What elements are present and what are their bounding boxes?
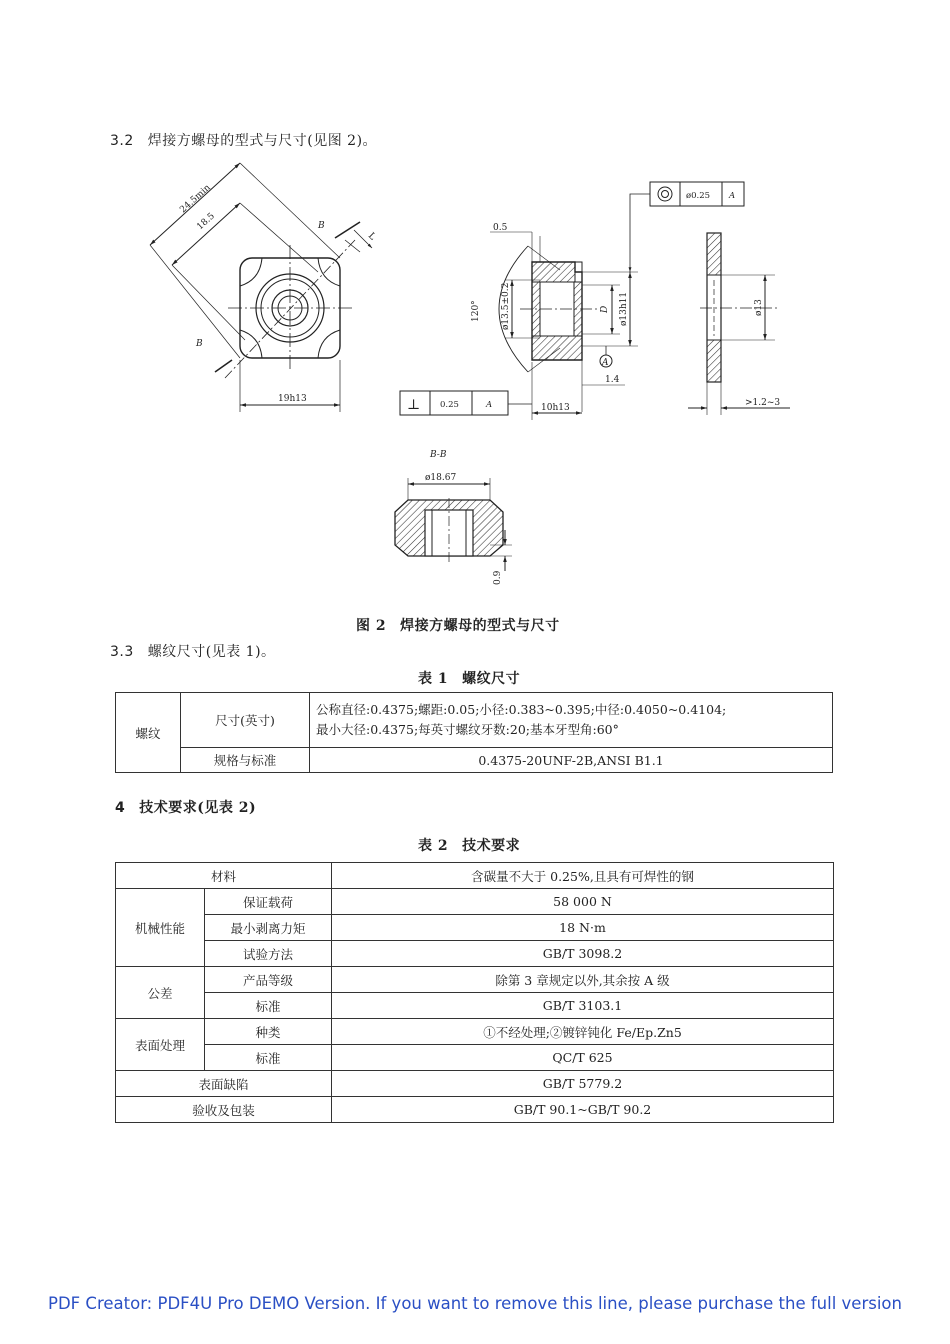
dim-120-deg: 120° xyxy=(471,300,481,322)
table-row xyxy=(116,915,834,941)
section-3-3-heading xyxy=(110,641,276,661)
figure-title: 焊接方螺母的型式与尺寸 xyxy=(400,618,560,634)
dim-13: ø13 xyxy=(754,299,764,316)
dim-18-5: 18.5 xyxy=(195,211,217,233)
section-b-b-view xyxy=(395,478,512,571)
surface-group: 表面处理 xyxy=(116,1019,205,1071)
dim-0-5: 0.5 xyxy=(493,223,508,233)
figure-number: 图 2 xyxy=(356,618,387,634)
table-row xyxy=(116,1045,834,1071)
frame-bottom-tolerance: 0.25 xyxy=(440,400,459,410)
table-row xyxy=(116,941,834,967)
section-number: 3.2 xyxy=(110,133,134,149)
defect-label: 表面缺陷 xyxy=(116,1071,332,1097)
dim-d: D xyxy=(600,305,610,313)
tol-label: 标准 xyxy=(205,993,332,1019)
surf-value: ①不经处理;②镀锌钝化 Fe/Ep.Zn5 xyxy=(332,1019,834,1045)
frame-top-tolerance: ø0.25 xyxy=(686,191,711,201)
technical-drawing xyxy=(0,0,950,620)
section-text: 螺纹尺寸(见表 1)。 xyxy=(147,644,276,660)
mech-label: 保证载荷 xyxy=(205,889,332,915)
section-mark-b-bottom: B xyxy=(196,339,203,349)
mechanical-group: 机械性能 xyxy=(116,889,205,967)
dim-24-5min: 24.5min xyxy=(178,182,213,216)
table1-row2-label: 规格与标准 xyxy=(181,748,310,773)
section-number: 4 xyxy=(115,800,126,816)
frame-bottom-datum: A xyxy=(486,400,493,410)
section-label-b-b: B-B xyxy=(430,450,447,460)
table1-row1-value xyxy=(310,693,833,748)
table-number: 表 1 xyxy=(418,671,449,687)
table1-row1-label: 尺寸(英寸) xyxy=(181,693,310,748)
tol-value: 除第 3 章规定以外,其余按 A 级 xyxy=(332,967,834,993)
table-1-caption xyxy=(418,668,520,688)
pdf-creator-footer: PDF Creator: PDF4U Pro DEMO Version. If you want to remove this line, please purchase the full version xyxy=(48,1294,902,1313)
table1-row2-value: 0.4375-20UNF-2B,ANSI B1.1 xyxy=(310,748,833,773)
material-label: 材料 xyxy=(116,863,332,889)
mech-label: 最小剥离力矩 xyxy=(205,915,332,941)
acceptance-value: GB/T 90.1~GB/T 90.2 xyxy=(332,1097,834,1123)
table-row xyxy=(116,967,834,993)
tol-label: 产品等级 xyxy=(205,967,332,993)
table-row xyxy=(116,863,834,889)
tol-value: GB/T 3103.1 xyxy=(332,993,834,1019)
dim-19h13: 19h13 xyxy=(278,394,307,404)
table-row xyxy=(116,889,834,915)
datum-a: A xyxy=(602,358,609,368)
table1-row1-line2: 最小大径:0.4375;每英寸螺纹牙数:20;基本牙型角:60° xyxy=(316,722,619,737)
table-2-caption xyxy=(418,835,520,855)
table-title: 螺纹尺寸 xyxy=(462,671,521,687)
mech-label: 试验方法 xyxy=(205,941,332,967)
mech-value: GB/T 3098.2 xyxy=(332,941,834,967)
dim-18-67: ø18.67 xyxy=(425,473,457,483)
surf-label: 种类 xyxy=(205,1019,332,1045)
dim-0-9: 0.9 xyxy=(493,570,503,585)
surf-value: QC/T 625 xyxy=(332,1045,834,1071)
weld-plate-detail xyxy=(688,233,790,415)
table1-row1-line1: 公称直径:0.4375;螺距:0.05;小径:0.383~0.395;中径:0.4050~0.4104; xyxy=(316,702,727,717)
section-number: 3.3 xyxy=(110,644,134,660)
dim-10h13: 10h13 xyxy=(541,403,570,413)
dim-bore: ø13.5±0.2 xyxy=(501,282,511,330)
surf-label: 标准 xyxy=(205,1045,332,1071)
frame-top-datum: A xyxy=(729,191,736,201)
defect-value: GB/T 5779.2 xyxy=(332,1071,834,1097)
section-text: 焊接方螺母的型式与尺寸(见图 2)。 xyxy=(147,133,378,149)
dim-l: L xyxy=(365,231,378,243)
section-mark-b-top: B xyxy=(318,221,325,231)
table-row xyxy=(116,748,833,773)
mech-value: 18 N·m xyxy=(332,915,834,941)
dim-gap: >1.2~3 xyxy=(745,398,781,408)
table-2-technical-requirements xyxy=(115,862,834,1123)
section-text: 技术要求(见表 2) xyxy=(139,800,257,816)
table-number: 表 2 xyxy=(418,838,449,854)
table-row xyxy=(116,1019,834,1045)
material-value: 含碳量不大于 0.25%,且具有可焊性的钢 xyxy=(332,863,834,889)
dim-1-4: 1.4 xyxy=(605,375,620,385)
dim-13h11: ø13h11 xyxy=(619,291,629,326)
table-row xyxy=(116,693,833,748)
table-row xyxy=(116,1071,834,1097)
table-title: 技术要求 xyxy=(462,838,521,854)
figure-2-caption xyxy=(356,615,560,635)
table-1-thread-dimensions xyxy=(115,692,833,773)
table-row xyxy=(116,1097,834,1123)
tolerance-group: 公差 xyxy=(116,967,205,1019)
acceptance-label: 验收及包装 xyxy=(116,1097,332,1123)
perpendicularity-symbol: ⊥ xyxy=(407,397,421,413)
table1-group-cell: 螺纹 xyxy=(116,693,181,773)
square-nut-front-view xyxy=(150,163,372,412)
mech-value: 58 000 N xyxy=(332,889,834,915)
table-row xyxy=(116,993,834,1019)
section-4-heading xyxy=(115,797,256,817)
